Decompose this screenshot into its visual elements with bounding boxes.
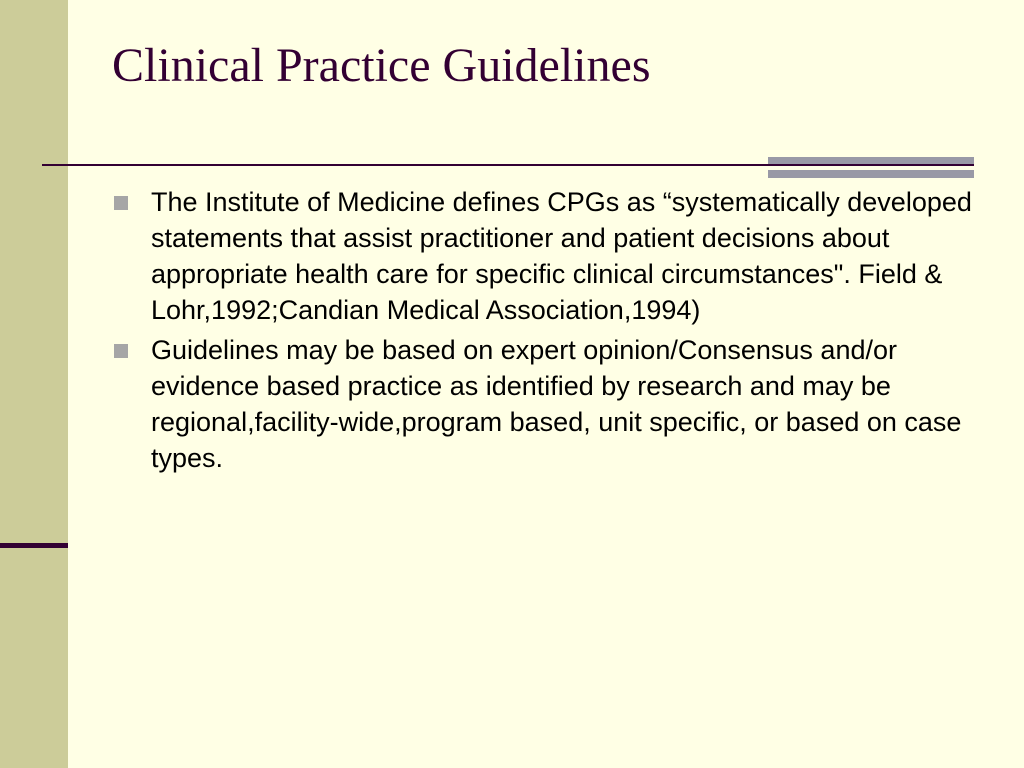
bullet-item bbox=[112, 332, 972, 476]
divider-accent-bar-top bbox=[768, 157, 974, 164]
title-divider-line bbox=[42, 164, 974, 166]
bullet-text: The Institute of Medicine defines CPGs as “systematically developed statements that assist practitioner and patient decisions about appropriate health care for specific clinical circumstances". Field & Lohr,1992;Candian Medical Association,1994) bbox=[151, 187, 972, 325]
bullet-item bbox=[112, 184, 972, 328]
bullet-list bbox=[112, 184, 972, 480]
slide-title: Clinical Practice Guidelines bbox=[112, 39, 651, 92]
square-bullet-icon bbox=[114, 344, 128, 358]
square-bullet-icon bbox=[114, 196, 128, 210]
bullet-text: Guidelines may be based on expert opinion/Consensus and/or evidence based practice as identified by research and may be regional,facility-wide,program based, unit specific, or based on case types. bbox=[151, 335, 962, 473]
divider-accent-bar-bottom bbox=[768, 170, 974, 178]
left-decorative-band bbox=[0, 0, 68, 768]
left-accent-bar bbox=[0, 543, 68, 548]
